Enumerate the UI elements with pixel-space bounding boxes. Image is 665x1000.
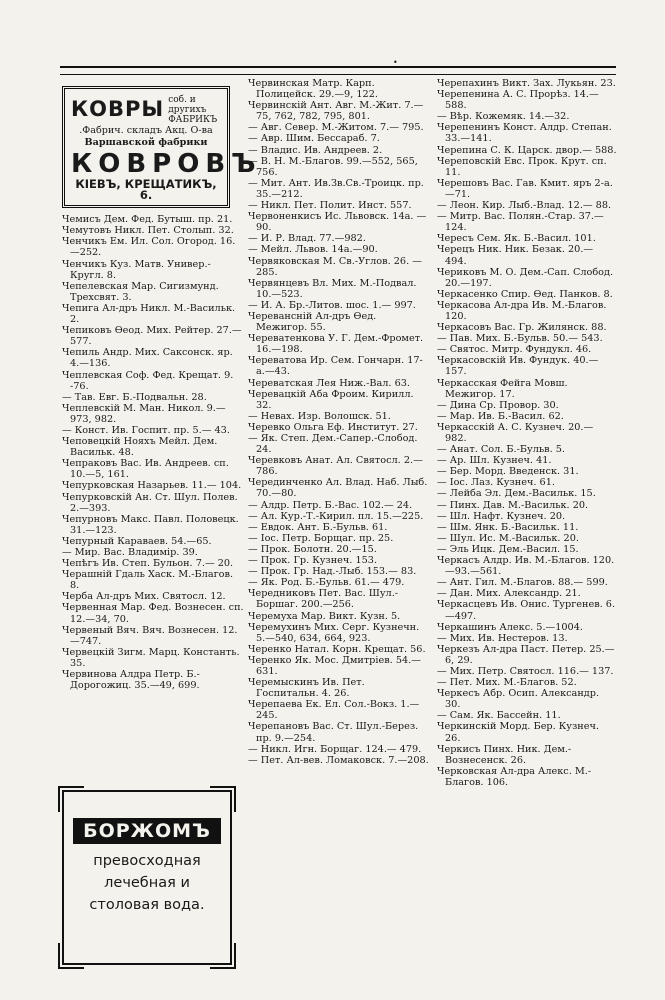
directory-entry: Черепахинъ Викт. Зах. Лукьян. 23. (437, 78, 616, 89)
directory-entry: Черкасская Фейга Мовш. Межигор. 17. (437, 377, 568, 400)
directory-entry: Чепиль Андр. Мих. Саксонск. яр. 4.—136. (62, 347, 233, 370)
directory-entry: Черба Ал-дръ Мих. Святосл. 12. (62, 591, 226, 603)
directory-entry: Червинова Алдра Петр. Б.-Дорогожиц. 35.—49, 699. (62, 669, 200, 692)
directory-entry: Череватенкова У. Г. Дем.-Фромет. 16.—198. (248, 333, 424, 356)
directory-entry: Черевковъ Анат. Ал. Святосл. 2.—786. (248, 455, 423, 478)
directory-entry: Черкезъ Ал-дра Паст. Петер. 25.—6, 29. (437, 643, 615, 666)
directory-entry: — Ант. Гил. М.-Благов. 88.— 599. (437, 577, 608, 589)
ad-corner (210, 786, 236, 812)
directory-entry: — Святос. Митр. Фундукл. 46. (437, 344, 592, 356)
directory-entry: Черевацкій Аба Фроим. Кирилл. 32. (248, 388, 414, 411)
ad-corner (58, 786, 84, 812)
ad-kovry (62, 86, 262, 208)
directory-entry: — Мейл. Львов. 14а.—90. (248, 244, 378, 256)
directory-entry: — Як. Род. Б.-Бульв. 61.— 479. (248, 577, 405, 589)
directory-entry: — Прок. Болотн. 20.—15. (248, 543, 377, 555)
directory-entry: Ченчикъ Ем. Ил. Сол. Огород. 16.—252. (62, 236, 236, 259)
directory-entry: — Пет. Ал-вев. Ломаковск. 7.—208. (248, 754, 429, 766)
directory-entry: Черенко Натал. Корн. Крещат. 56. (248, 643, 426, 655)
directory-entry: — Владис. Ив. Андреев. 2. (248, 144, 383, 156)
directory-entry: — Вѣр. Кожемяк. 14.—32. (437, 111, 570, 123)
directory-entry: Череватская Лея Ниж.-Вал. 63. (248, 377, 410, 389)
directory-entry: Чеплевская Соф. Фед. Крещат. 9. -76. (62, 369, 234, 392)
directory-entry: — Леон. Кир. Лыб.-Влад. 12.— 88. (437, 200, 612, 212)
ad-kovry-line1: .Фабрич. складъ Акц. О-ва (79, 125, 213, 136)
directory-entry: Черкесъ Абр. Осип. Александр. 30. (437, 688, 600, 711)
directory-entry: Черкашинъ Алекс. 5.—1004. (437, 621, 583, 633)
ad-kovry-address: КІЕВЪ, КРЕЩАТИКЪ, 6. (75, 177, 217, 203)
directory-entry: Червенная Мар. Фед. Вознесен. сп. 12.—34, 70. (62, 602, 244, 625)
directory-entry: Чересъ Сем. Як. Б.-Васил. 101. (437, 233, 596, 245)
directory-entry: Черенко Як. Мос. Дмитріев. 54.—631. (248, 654, 421, 677)
directory-entry: Чепѣгъ Ив. Степ. Бульон. 7.— 20. (62, 558, 234, 570)
top-rule (60, 66, 616, 75)
directory-entry: — И. Р. Влад. 77.—982. (248, 233, 366, 245)
directory-entry: — Бер. Морд. Введенск. 31. (437, 466, 579, 478)
directory-entry: Черашній Гдаль Хаск. М.-Благов. 8. (62, 569, 234, 592)
directory-entry: — Мир. Вас. Владимір. 39. (62, 547, 198, 558)
directory-entry: Червеный Вяч. Вяч. Вознесен. 12.—747. (62, 624, 238, 647)
directory-entry: Черкасенко Спир. Өед. Панков. 8. (437, 288, 613, 300)
directory-entry: Черкасцевъ Ив. Онис. Тургенев. 6.—497. (437, 599, 616, 622)
directory-entry: — Эль Ицк. Дем.-Васил. 15. (437, 543, 579, 555)
directory-entry: — Авг. Север. М.-Житом. 7.— 795. (248, 122, 424, 134)
directory-entry: Червинскій Ант. Авг. М.-Жит. 7.—75, 762, 782, 795, 801. (248, 100, 424, 123)
directory-entry: — Тав. Евг. Б.-Подвальн. 28. (62, 391, 207, 403)
directory-entry: Чепурный Караваев. 54.—65. (62, 535, 212, 547)
directory-entry: — Пет. Мих. М.-Благов. 52. (437, 677, 577, 689)
directory-entry: Черецъ Ник. Ник. Безак. 20.— 494. (437, 244, 594, 267)
directory-entry: Череватова Ир. Сем. Гончарн. 17-а.—43. (248, 355, 423, 378)
ad-corner (58, 943, 84, 969)
directory-entry: Черкасовскій Ив. Фундук. 40.—157. (437, 355, 599, 378)
directory-entry: Черемыскинъ Ив. Пет. Госпитальн. 4. 26. (248, 677, 365, 700)
directory-entry: — Пинх. Дав. М.-Васильк. 20. (437, 499, 589, 511)
directory-entry: Черевансній Ал-дръ Өед. Межигор. 55. (248, 310, 377, 334)
directory-entry: Череповскій Евс. Прок. Крут. сп. 11. (437, 155, 607, 178)
directory-entry: — Сам. Як. Бассейн. 11. (437, 710, 561, 722)
ad-borzhom-brand: БОРЖОМЪ (73, 818, 221, 844)
directory-entry: Ченчикъ Куз. Матв. Универ.-Кругл. 8. (62, 258, 211, 281)
directory-entry: Черемуха Мар. Викт. Кузн. 5. (248, 610, 401, 622)
directory-entry: — Конст. Ив. Госпит. пр. 5.— 43. (62, 424, 230, 436)
directory-entry: Черепаева Ек. Ел. Сол.-Вокз. 1.—245. (248, 699, 420, 722)
directory-entry: Червинская Матр. Карп. Полицейск. 29.—9, 122. (248, 78, 378, 101)
directory-entry: Черемухинъ Мих. Серг. Кузнечн. 5.—540, 634, 664, 923. (248, 621, 420, 644)
directory-entry: Черкисъ Пинх. Ник. Дем.-Вознесенск. 26. (437, 743, 572, 766)
directory-entry: Червяковская М. Св.-Углов. 26. —285. (248, 255, 422, 278)
directory-entry: Чемутовъ Никл. Пет. Столып. 32. (62, 225, 234, 237)
directory-entry: — Шм. Янк. Б.-Васильк. 11. (437, 521, 579, 533)
directory-entry: — Невах. Изр. Волошск. 51. (248, 410, 391, 422)
directory-entry: — Дан. Мих. Александр. 21. (437, 588, 581, 600)
col2-list (248, 78, 430, 766)
directory-entry: Черединченко Ал. Влад. Наб. Лыб. 70.—80. (248, 477, 428, 500)
directory-entry: — Дина Ср. Провор. 30. (437, 399, 559, 411)
directory-entry: — Ар. Шл. Кузнеч. 41. (437, 455, 552, 467)
directory-entry: — Лейба Эл. Дем.-Васильк. 15. (437, 488, 596, 500)
directory-entry: Чеповецкій Нояхъ Мейл. Дем. Васильк. 48. (62, 436, 218, 459)
directory-entry: — Прок. Гр. Над.-Лыб. 153.— 83. (248, 566, 417, 578)
column-2 (248, 78, 430, 766)
directory-entry: — Ал. Кур.-Т.-Кирил. пл. 15.—225. (248, 510, 424, 522)
directory-entry: Чеплевскій М. Ман. Никол. 9.— 973, 982. (62, 402, 226, 425)
directory-entry: Черкасова Ал-дра Ив. М.-Благов. 120. (437, 299, 607, 322)
directory-entry: — Шул. Ис. М.-Васильк. 20. (437, 532, 579, 544)
ad-borzhom-text: превосходная лечебная и столовая вода. (89, 853, 205, 913)
col1-list (62, 214, 244, 691)
directory-entry: — Митр. Вас. Полян.-Стар. 37.—124. (437, 211, 604, 234)
directory-entry: Черкасскій А. С. Кузнеч. 20.— 982. (437, 421, 594, 444)
directory-entry: Черкасовъ Вас. Гр. Жилянск. 88. (437, 322, 607, 334)
page-mark: • (393, 58, 398, 67)
directory-entry: Чепиковъ Өеод. Мих. Рейтер. 27.—577. (62, 325, 242, 348)
directory-entry: Чепурновъ Макс. Павл. Половецк. 31.—123. (62, 513, 239, 536)
column-3 (437, 78, 617, 788)
directory-entry: — Мар. Ив. Б.-Васил. 62. (437, 410, 564, 422)
directory-entry: Чередниковъ Пет. Вас. Шул.-Боршаг. 200.—256. (248, 588, 399, 611)
directory-entry: — В. Н. М.-Благов. 99.—552, 565, 756. (248, 155, 418, 178)
directory-entry: Черепенинъ Конст. Алдр. Степан. 33.—141. (437, 122, 612, 145)
directory-entry: — Мих. Петр. Святосл. 116.— 137. (437, 665, 614, 677)
ad-borzhom (62, 790, 232, 965)
ad-kovry-word2: КОВРОВЪ (71, 149, 262, 179)
directory-entry: — Мих. Ив. Нестеров. 13. (437, 632, 568, 644)
directory-entry: — Шл. Нафт. Кузнеч. 20. (437, 510, 566, 522)
directory-entry: Черепина С. К. Царск. двор.— 588. (437, 144, 617, 156)
directory-entry: Черковская Ал-дра Алекс. М.-Благов. 106. (437, 765, 592, 788)
directory-entry: Черкасъ Алдр. Ив. М.-Благов. 120.—93.—561. (437, 555, 615, 578)
directory-entry: Черешовъ Вас. Гав. Кмит. яръ 2-а.—71. (437, 177, 613, 200)
directory-entry: Черевко Ольга Еф. Институт. 27. (248, 421, 418, 433)
directory-entry: — Іос. Петр. Борщаг. пр. 25. (248, 532, 394, 544)
directory-entry: Чепурковскій Ан. Ст. Шул. Полев. 2.—393. (62, 491, 238, 514)
directory-entry: — Алдр. Петр. Б.-Вас. 102.— 24. (248, 499, 413, 511)
directory-entry: — Никл. Пет. Полит. Инст. 557. (248, 200, 412, 212)
directory-entry: Чериковъ М. О. Дем.-Сап. Слобод. 20.—197. (437, 266, 614, 289)
directory-entry: Чепига Ал-дръ Никл. М.-Васильк. 2. (62, 302, 236, 326)
directory-entry: Червянцевъ Вл. Мих. М.-Подвал. 10.—523. (248, 277, 417, 300)
directory-entry: Черкинскій Морд. Бер. Кузнеч. 26. (437, 721, 599, 744)
directory-entry: — И. А. Бр.-Литов. шос. 1.— 997. (248, 299, 416, 311)
directory-entry: Чепраковъ Вас. Ив. Андреев. сп. 10.—5, 161. (62, 458, 229, 481)
directory-entry: — Прок. Гр. Кузнеч. 153. (248, 555, 378, 567)
directory-entry: — Никл. Игн. Борщаг. 124.— 479. (248, 743, 422, 755)
col3-list (437, 78, 617, 788)
directory-entry: — Авр. Шим. Бессараб. 7. (248, 133, 380, 145)
ad-kovry-word1-right: соб. и другихъ ФАБРИКЪ (168, 95, 218, 125)
directory-entry: Червоненкисъ Ис. Львовск. 14а. —90. (248, 211, 427, 234)
ad-corner (210, 943, 236, 969)
directory-entry: — Анат. Сол. Б.-Бульв. 5. (437, 444, 565, 456)
directory-entry: Чепелевская Мар. Сигизмунд. Трехсвят. 3. (62, 280, 219, 303)
ad-kovry-word1: КОВРЫ (71, 97, 165, 122)
directory-entry: — Евдок. Ант. Б.-Бульв. 61. (248, 521, 388, 533)
directory-entry: Черепановъ Вас. Ст. Шул.-Берез. пр. 9.—254. (248, 721, 419, 744)
ad-kovry-line2: Варшавской фабрики (84, 137, 208, 148)
directory-entry: Червецкій Зигм. Марц. Константь. 35. (62, 646, 240, 669)
directory-entry: Чемисъ Дем. Фед. Бутыш. пр. 21. (62, 214, 233, 226)
directory-entry: — Іос. Лаз. Кузнеч. 61. (437, 477, 555, 489)
directory-entry: — Мит. Ант. Ив.Зв.Св.-Троицк. пр. 35.—212. (248, 177, 424, 200)
directory-entry: Черепенина А. С. Прорѣз. 14.— 588. (437, 89, 599, 112)
column-1 (62, 78, 262, 692)
directory-entry: Чепурковская Назарьев. 11.— 104. (62, 480, 242, 492)
directory-entry: — Як. Степ. Дем.-Сапер.-Слобод. 24. (248, 433, 418, 456)
directory-entry: — Пав. Мих. Б.-Бульв. 50.— 543. (437, 333, 603, 345)
